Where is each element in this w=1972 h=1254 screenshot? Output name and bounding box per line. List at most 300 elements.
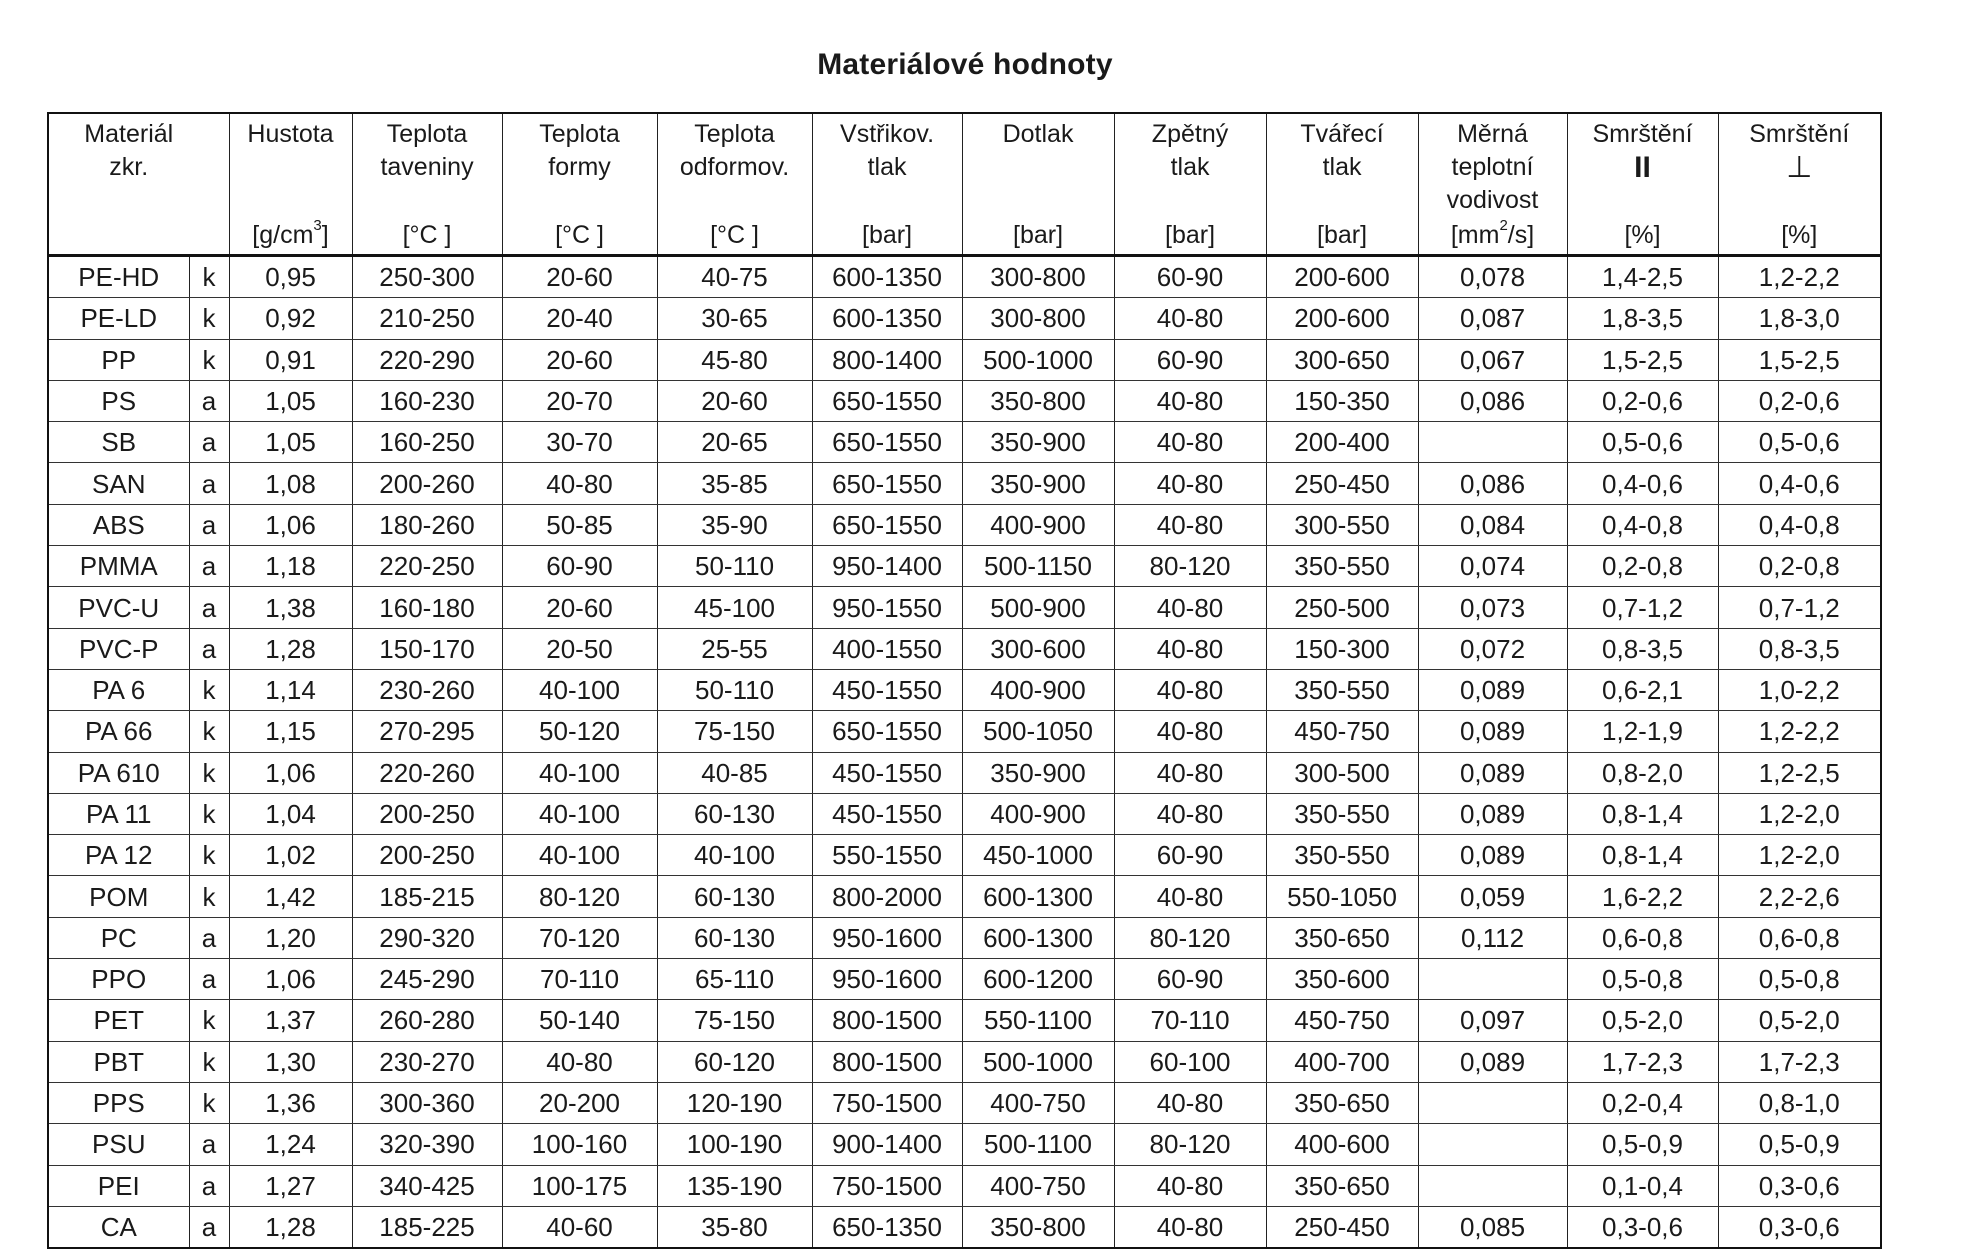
cell-shrinkage-parallel: 0,5-2,0 [1567, 1000, 1718, 1041]
cell-abbr: PS [48, 380, 189, 421]
cell-cls: a [189, 917, 229, 958]
cell-shrinkage-parallel: 0,8-2,0 [1567, 752, 1718, 793]
cell-shrinkage-parallel: 0,6-0,8 [1567, 917, 1718, 958]
cell-density: 1,06 [229, 959, 352, 1000]
cell-hold-pressure: 600-1300 [962, 876, 1114, 917]
table-row [48, 546, 1881, 587]
page-title: Materiálové hodnoty [817, 48, 1113, 81]
cell-hold-pressure: 350-800 [962, 380, 1114, 421]
table-row [48, 1041, 1881, 1082]
cell-shrinkage-perpendicular: 2,2-2,6 [1718, 876, 1881, 917]
cell-demold-temp: 100-190 [657, 1124, 812, 1165]
table-row [48, 587, 1881, 628]
cell-demold-temp: 45-100 [657, 587, 812, 628]
cell-melt-temp: 290-320 [352, 917, 502, 958]
table-row [48, 628, 1881, 669]
cell-mold-temp: 70-110 [502, 959, 657, 1000]
table-row [48, 339, 1881, 380]
cell-injection-pressure: 800-1500 [812, 1041, 962, 1082]
cell-demold-temp: 40-85 [657, 752, 812, 793]
cell-cls: k [189, 256, 229, 298]
cell-abbr: PE-HD [48, 256, 189, 298]
cell-shrinkage-perpendicular: 1,7-2,3 [1718, 1041, 1881, 1082]
cell-melt-temp: 180-260 [352, 504, 502, 545]
cell-shrinkage-perpendicular: 1,5-2,5 [1718, 339, 1881, 380]
header-thermal-diffusivity: Měrná teplotní vodivost $[mm^2/s]$ [1418, 113, 1567, 256]
cell-cls: k [189, 793, 229, 834]
cell-injection-pressure: 950-1400 [812, 546, 962, 587]
cell-melt-temp: 300-360 [352, 1082, 502, 1123]
table-row [48, 835, 1881, 876]
cell-shrinkage-perpendicular: 1,0-2,2 [1718, 669, 1881, 710]
cell-density: 1,27 [229, 1165, 352, 1206]
cell-forming-pressure: 300-550 [1266, 504, 1418, 545]
cell-melt-temp: 185-215 [352, 876, 502, 917]
cell-cls: a [189, 587, 229, 628]
cell-back-pressure: 40-80 [1114, 298, 1266, 339]
cell-abbr: PA 12 [48, 835, 189, 876]
cell-demold-temp: 60-130 [657, 917, 812, 958]
cell-back-pressure: 40-80 [1114, 793, 1266, 834]
cell-shrinkage-perpendicular: 1,2-2,2 [1718, 711, 1881, 752]
cell-mold-temp: 20-200 [502, 1082, 657, 1123]
cell-shrinkage-parallel: 0,5-0,6 [1567, 422, 1718, 463]
header-forming-pressure-unit: [bar] [1317, 221, 1368, 249]
table-row [48, 793, 1881, 834]
cell-injection-pressure: 450-1550 [812, 793, 962, 834]
cell-hold-pressure: 400-750 [962, 1165, 1114, 1206]
cell-density: 1,36 [229, 1082, 352, 1123]
cell-shrinkage-parallel: 0,2-0,8 [1567, 546, 1718, 587]
cell-back-pressure: 40-80 [1114, 504, 1266, 545]
cell-demold-temp: 60-120 [657, 1041, 812, 1082]
cell-shrinkage-perpendicular: 0,5-0,8 [1718, 959, 1881, 1000]
cell-hold-pressure: 350-800 [962, 1206, 1114, 1248]
cell-cls: a [189, 463, 229, 504]
cell-forming-pressure: 250-450 [1266, 463, 1418, 504]
cell-back-pressure: 40-80 [1114, 711, 1266, 752]
cell-thermal-diffusivity: 0,089 [1418, 1041, 1567, 1082]
cell-shrinkage-parallel: 0,5-0,8 [1567, 959, 1718, 1000]
cell-hold-pressure: 500-900 [962, 587, 1114, 628]
cell-thermal-diffusivity: 0,074 [1418, 546, 1567, 587]
cell-density: 1,30 [229, 1041, 352, 1082]
cell-melt-temp: 250-300 [352, 256, 502, 298]
cell-demold-temp: 50-110 [657, 669, 812, 710]
header-shrinkage-perpendicular-unit: [%] [1781, 221, 1818, 249]
header-density [229, 113, 352, 256]
cell-cls: a [189, 504, 229, 545]
table-row [48, 669, 1881, 710]
cell-thermal-diffusivity: 0,112 [1418, 917, 1567, 958]
cell-cls: a [189, 1124, 229, 1165]
cell-cls: k [189, 835, 229, 876]
cell-melt-temp: 185-225 [352, 1206, 502, 1248]
cell-injection-pressure: 950-1600 [812, 959, 962, 1000]
cell-abbr: ABS [48, 504, 189, 545]
cell-abbr: SB [48, 422, 189, 463]
cell-shrinkage-perpendicular: 0,5-2,0 [1718, 1000, 1881, 1041]
cell-shrinkage-perpendicular: 0,4-0,6 [1718, 463, 1881, 504]
cell-shrinkage-perpendicular: 1,2-2,0 [1718, 835, 1881, 876]
header-injection-pressure: Vstřikov. tlak [bar] [812, 113, 962, 256]
cell-cls: a [189, 546, 229, 587]
cell-forming-pressure: 550-1050 [1266, 876, 1418, 917]
cell-density: 1,28 [229, 628, 352, 669]
cell-shrinkage-parallel: 0,3-0,6 [1567, 1206, 1718, 1248]
cell-injection-pressure: 950-1550 [812, 587, 962, 628]
table-row [48, 1124, 1881, 1165]
cell-shrinkage-parallel: 0,7-1,2 [1567, 587, 1718, 628]
header-mold-temp: Teplota formy [°C ] [502, 113, 657, 256]
cell-mold-temp: 40-100 [502, 793, 657, 834]
table-row [48, 917, 1881, 958]
cell-shrinkage-perpendicular: 0,3-0,6 [1718, 1165, 1881, 1206]
cell-injection-pressure: 750-1500 [812, 1165, 962, 1206]
cell-hold-pressure: 350-900 [962, 752, 1114, 793]
cell-hold-pressure: 500-1050 [962, 711, 1114, 752]
cell-abbr: PBT [48, 1041, 189, 1082]
cell-melt-temp: 320-390 [352, 1124, 502, 1165]
cell-forming-pressure: 250-500 [1266, 587, 1418, 628]
cell-forming-pressure: 350-650 [1266, 1165, 1418, 1206]
table-body [48, 256, 1881, 1249]
table-row [48, 959, 1881, 1000]
cell-back-pressure: 60-90 [1114, 339, 1266, 380]
cell-forming-pressure: 350-550 [1266, 669, 1418, 710]
cell-forming-pressure: 350-650 [1266, 1082, 1418, 1123]
cell-cls: a [189, 380, 229, 421]
cell-forming-pressure: 150-350 [1266, 380, 1418, 421]
cell-shrinkage-perpendicular: 0,8-1,0 [1718, 1082, 1881, 1123]
cell-melt-temp: 230-260 [352, 669, 502, 710]
cell-demold-temp: 65-110 [657, 959, 812, 1000]
cell-injection-pressure: 550-1550 [812, 835, 962, 876]
cell-injection-pressure: 800-1500 [812, 1000, 962, 1041]
cell-mold-temp: 50-85 [502, 504, 657, 545]
header-row [48, 113, 1881, 256]
cell-melt-temp: 160-180 [352, 587, 502, 628]
table-row [48, 876, 1881, 917]
cell-forming-pressure: 450-750 [1266, 1000, 1418, 1041]
cell-hold-pressure: 550-1100 [962, 1000, 1114, 1041]
cell-injection-pressure: 450-1550 [812, 669, 962, 710]
cell-abbr: POM [48, 876, 189, 917]
cell-shrinkage-perpendicular: 0,7-1,2 [1718, 587, 1881, 628]
cell-back-pressure: 80-120 [1114, 1124, 1266, 1165]
cell-thermal-diffusivity: 0,089 [1418, 752, 1567, 793]
cell-mold-temp: 20-70 [502, 380, 657, 421]
cell-mold-temp: 100-160 [502, 1124, 657, 1165]
cell-shrinkage-perpendicular: 0,6-0,8 [1718, 917, 1881, 958]
cell-demold-temp: 135-190 [657, 1165, 812, 1206]
cell-back-pressure: 80-120 [1114, 917, 1266, 958]
cell-melt-temp: 245-290 [352, 959, 502, 1000]
cell-abbr: PSU [48, 1124, 189, 1165]
table-row [48, 1082, 1881, 1123]
cell-injection-pressure: 650-1550 [812, 463, 962, 504]
cell-shrinkage-parallel: 0,2-0,6 [1567, 380, 1718, 421]
cell-abbr: PMMA [48, 546, 189, 587]
cell-injection-pressure: 650-1550 [812, 380, 962, 421]
cell-melt-temp: 150-170 [352, 628, 502, 669]
cell-abbr: PC [48, 917, 189, 958]
cell-shrinkage-parallel: 1,5-2,5 [1567, 339, 1718, 380]
cell-melt-temp: 260-280 [352, 1000, 502, 1041]
cell-forming-pressure: 400-600 [1266, 1124, 1418, 1165]
cell-demold-temp: 40-100 [657, 835, 812, 876]
cell-shrinkage-perpendicular: 0,5-0,6 [1718, 422, 1881, 463]
cell-mold-temp: 40-100 [502, 752, 657, 793]
cell-density: 1,02 [229, 835, 352, 876]
cell-back-pressure: 40-80 [1114, 422, 1266, 463]
header-material [48, 113, 229, 256]
cell-injection-pressure: 650-1550 [812, 504, 962, 545]
cell-back-pressure: 60-100 [1114, 1041, 1266, 1082]
cell-hold-pressure: 500-1000 [962, 339, 1114, 380]
cell-cls: a [189, 1206, 229, 1248]
cell-shrinkage-perpendicular: 1,2-2,5 [1718, 752, 1881, 793]
cell-density: 1,05 [229, 422, 352, 463]
cell-injection-pressure: 450-1550 [812, 752, 962, 793]
cell-cls: a [189, 959, 229, 1000]
table-row [48, 1165, 1881, 1206]
cell-thermal-diffusivity: 0,084 [1418, 504, 1567, 545]
cell-thermal-diffusivity: 0,078 [1418, 256, 1567, 298]
cell-hold-pressure: 400-900 [962, 504, 1114, 545]
cell-demold-temp: 35-85 [657, 463, 812, 504]
cell-cls: k [189, 1041, 229, 1082]
cell-forming-pressure: 400-700 [1266, 1041, 1418, 1082]
cell-forming-pressure: 350-600 [1266, 959, 1418, 1000]
header-melt-temp-unit: [°C ] [402, 221, 452, 249]
cell-shrinkage-parallel: 1,4-2,5 [1567, 256, 1718, 298]
cell-density: 1,18 [229, 546, 352, 587]
cell-cls: a [189, 422, 229, 463]
cell-abbr: PVC-U [48, 587, 189, 628]
table-row [48, 1000, 1881, 1041]
cell-shrinkage-parallel: 0,8-1,4 [1567, 793, 1718, 834]
cell-hold-pressure: 500-1100 [962, 1124, 1114, 1165]
cell-abbr: PP [48, 339, 189, 380]
cell-abbr: PVC-P [48, 628, 189, 669]
cell-mold-temp: 50-140 [502, 1000, 657, 1041]
header-shrinkage-parallel-unit: [%] [1624, 221, 1661, 249]
cell-back-pressure: 40-80 [1114, 463, 1266, 504]
cell-forming-pressure: 300-650 [1266, 339, 1418, 380]
cell-cls: k [189, 752, 229, 793]
cell-density: 1,04 [229, 793, 352, 834]
cell-thermal-diffusivity: 0,059 [1418, 876, 1567, 917]
cell-forming-pressure: 350-550 [1266, 546, 1418, 587]
cell-demold-temp: 75-150 [657, 1000, 812, 1041]
cell-abbr: PEI [48, 1165, 189, 1206]
cell-density: 1,20 [229, 917, 352, 958]
cell-abbr: PPO [48, 959, 189, 1000]
header-back-pressure: Zpětný tlak [bar] [1114, 113, 1266, 256]
cell-cls: k [189, 711, 229, 752]
cell-hold-pressure: 500-1000 [962, 1041, 1114, 1082]
perpendicular-symbol-icon: ⊥ [1786, 151, 1813, 184]
cell-thermal-diffusivity: 0,089 [1418, 711, 1567, 752]
header-demold-temp-unit: [°C ] [710, 221, 759, 249]
cell-density: 1,05 [229, 380, 352, 421]
cell-back-pressure: 40-80 [1114, 628, 1266, 669]
cell-density: 1,24 [229, 1124, 352, 1165]
cell-thermal-diffusivity [1418, 1165, 1567, 1206]
cell-mold-temp: 40-100 [502, 669, 657, 710]
cell-back-pressure: 40-80 [1114, 1165, 1266, 1206]
header-melt-temp: Teplota taveniny [°C ] [352, 113, 502, 256]
header-density-name: Hustota [247, 120, 334, 148]
table-row [48, 711, 1881, 752]
cell-thermal-diffusivity [1418, 959, 1567, 1000]
cell-forming-pressure: 200-600 [1266, 298, 1418, 339]
cell-density: 0,95 [229, 256, 352, 298]
cell-forming-pressure: 250-450 [1266, 1206, 1418, 1248]
cell-shrinkage-perpendicular: 0,2-0,8 [1718, 546, 1881, 587]
cell-demold-temp: 75-150 [657, 711, 812, 752]
cell-cls: k [189, 1000, 229, 1041]
cell-injection-pressure: 800-1400 [812, 339, 962, 380]
cell-density: 1,37 [229, 1000, 352, 1041]
cell-density: 1,08 [229, 463, 352, 504]
cell-hold-pressure: 600-1200 [962, 959, 1114, 1000]
cell-forming-pressure: 200-400 [1266, 422, 1418, 463]
cell-demold-temp: 35-80 [657, 1206, 812, 1248]
cell-demold-temp: 35-90 [657, 504, 812, 545]
cell-thermal-diffusivity [1418, 422, 1567, 463]
table-row [48, 298, 1881, 339]
cell-injection-pressure: 400-1550 [812, 628, 962, 669]
cell-thermal-diffusivity [1418, 1124, 1567, 1165]
cell-shrinkage-parallel: 1,8-3,5 [1567, 298, 1718, 339]
header-material-line1: Materiál [84, 120, 174, 148]
cell-cls: a [189, 628, 229, 669]
header-forming-pressure: Tvářecí tlak [bar] [1266, 113, 1418, 256]
cell-melt-temp: 270-295 [352, 711, 502, 752]
cell-injection-pressure: 900-1400 [812, 1124, 962, 1165]
cell-shrinkage-parallel: 0,8-1,4 [1567, 835, 1718, 876]
cell-melt-temp: 230-270 [352, 1041, 502, 1082]
cell-cls: k [189, 1082, 229, 1123]
cell-cls: k [189, 876, 229, 917]
cell-shrinkage-parallel: 0,6-2,1 [1567, 669, 1718, 710]
header-demold-temp: Teplota odformov. [°C ] [657, 113, 812, 256]
cell-mold-temp: 20-50 [502, 628, 657, 669]
cell-injection-pressure: 650-1550 [812, 422, 962, 463]
cell-hold-pressure: 350-900 [962, 463, 1114, 504]
cell-forming-pressure: 350-550 [1266, 793, 1418, 834]
cell-shrinkage-perpendicular: 1,2-2,0 [1718, 793, 1881, 834]
cell-hold-pressure: 450-1000 [962, 835, 1114, 876]
cell-hold-pressure: 300-600 [962, 628, 1114, 669]
cell-back-pressure: 40-80 [1114, 1206, 1266, 1248]
table-row [48, 463, 1881, 504]
cell-cls: k [189, 339, 229, 380]
cell-abbr: PA 610 [48, 752, 189, 793]
cell-melt-temp: 220-250 [352, 546, 502, 587]
cell-mold-temp: 50-120 [502, 711, 657, 752]
cell-cls: k [189, 669, 229, 710]
cell-shrinkage-parallel: 0,5-0,9 [1567, 1124, 1718, 1165]
cell-back-pressure: 40-80 [1114, 752, 1266, 793]
header-thermal-diffusivity-unit: $[mm^2/s]$ [1450, 216, 1535, 249]
cell-shrinkage-parallel: 0,1-0,4 [1567, 1165, 1718, 1206]
cell-shrinkage-perpendicular: 0,8-3,5 [1718, 628, 1881, 669]
cell-thermal-diffusivity: 0,087 [1418, 298, 1567, 339]
cell-demold-temp: 60-130 [657, 876, 812, 917]
cell-thermal-diffusivity: 0,086 [1418, 463, 1567, 504]
cell-shrinkage-parallel: 0,4-0,6 [1567, 463, 1718, 504]
cell-thermal-diffusivity: 0,073 [1418, 587, 1567, 628]
cell-demold-temp: 20-60 [657, 380, 812, 421]
cell-shrinkage-perpendicular: 0,5-0,9 [1718, 1124, 1881, 1165]
cell-melt-temp: 210-250 [352, 298, 502, 339]
cell-thermal-diffusivity: 0,089 [1418, 835, 1567, 876]
cell-melt-temp: 220-260 [352, 752, 502, 793]
header-material-line2: zkr. [109, 153, 149, 181]
cell-mold-temp: 20-60 [502, 256, 657, 298]
cell-thermal-diffusivity: 0,089 [1418, 669, 1567, 710]
cell-injection-pressure: 650-1550 [812, 711, 962, 752]
parallel-symbol-icon: II [1634, 151, 1651, 184]
cell-density: 1,42 [229, 876, 352, 917]
cell-thermal-diffusivity: 0,085 [1418, 1206, 1567, 1248]
cell-demold-temp: 120-190 [657, 1082, 812, 1123]
cell-back-pressure: 80-120 [1114, 546, 1266, 587]
cell-mold-temp: 40-80 [502, 463, 657, 504]
cell-thermal-diffusivity: 0,072 [1418, 628, 1567, 669]
header-shrinkage-perpendicular: Smrštění ⊥ [%] [1718, 113, 1881, 256]
cell-back-pressure: 60-90 [1114, 835, 1266, 876]
cell-density: 0,91 [229, 339, 352, 380]
cell-forming-pressure: 350-550 [1266, 835, 1418, 876]
header-hold-pressure-unit: [bar] [1013, 221, 1064, 249]
cell-demold-temp: 50-110 [657, 546, 812, 587]
cell-shrinkage-parallel: 1,7-2,3 [1567, 1041, 1718, 1082]
cell-injection-pressure: 750-1500 [812, 1082, 962, 1123]
cell-forming-pressure: 150-300 [1266, 628, 1418, 669]
cell-mold-temp: 60-90 [502, 546, 657, 587]
cell-shrinkage-parallel: 1,6-2,2 [1567, 876, 1718, 917]
cell-mold-temp: 80-120 [502, 876, 657, 917]
cell-demold-temp: 40-75 [657, 256, 812, 298]
cell-hold-pressure: 350-900 [962, 422, 1114, 463]
cell-density: 1,06 [229, 504, 352, 545]
cell-demold-temp: 30-65 [657, 298, 812, 339]
cell-abbr: CA [48, 1206, 189, 1248]
cell-back-pressure: 40-80 [1114, 876, 1266, 917]
cell-back-pressure: 40-80 [1114, 380, 1266, 421]
cell-forming-pressure: 350-650 [1266, 917, 1418, 958]
cell-density: 1,38 [229, 587, 352, 628]
cell-shrinkage-parallel: 0,8-3,5 [1567, 628, 1718, 669]
cell-shrinkage-parallel: 1,2-1,9 [1567, 711, 1718, 752]
cell-cls: a [189, 1165, 229, 1206]
cell-shrinkage-perpendicular: 0,2-0,6 [1718, 380, 1881, 421]
cell-hold-pressure: 400-750 [962, 1082, 1114, 1123]
cell-melt-temp: 160-250 [352, 422, 502, 463]
table-row [48, 380, 1881, 421]
cell-forming-pressure: 300-500 [1266, 752, 1418, 793]
cell-thermal-diffusivity: 0,097 [1418, 1000, 1567, 1041]
cell-shrinkage-perpendicular: 0,4-0,8 [1718, 504, 1881, 545]
table-row [48, 752, 1881, 793]
cell-back-pressure: 40-80 [1114, 1082, 1266, 1123]
cell-injection-pressure: 800-2000 [812, 876, 962, 917]
cell-melt-temp: 220-290 [352, 339, 502, 380]
